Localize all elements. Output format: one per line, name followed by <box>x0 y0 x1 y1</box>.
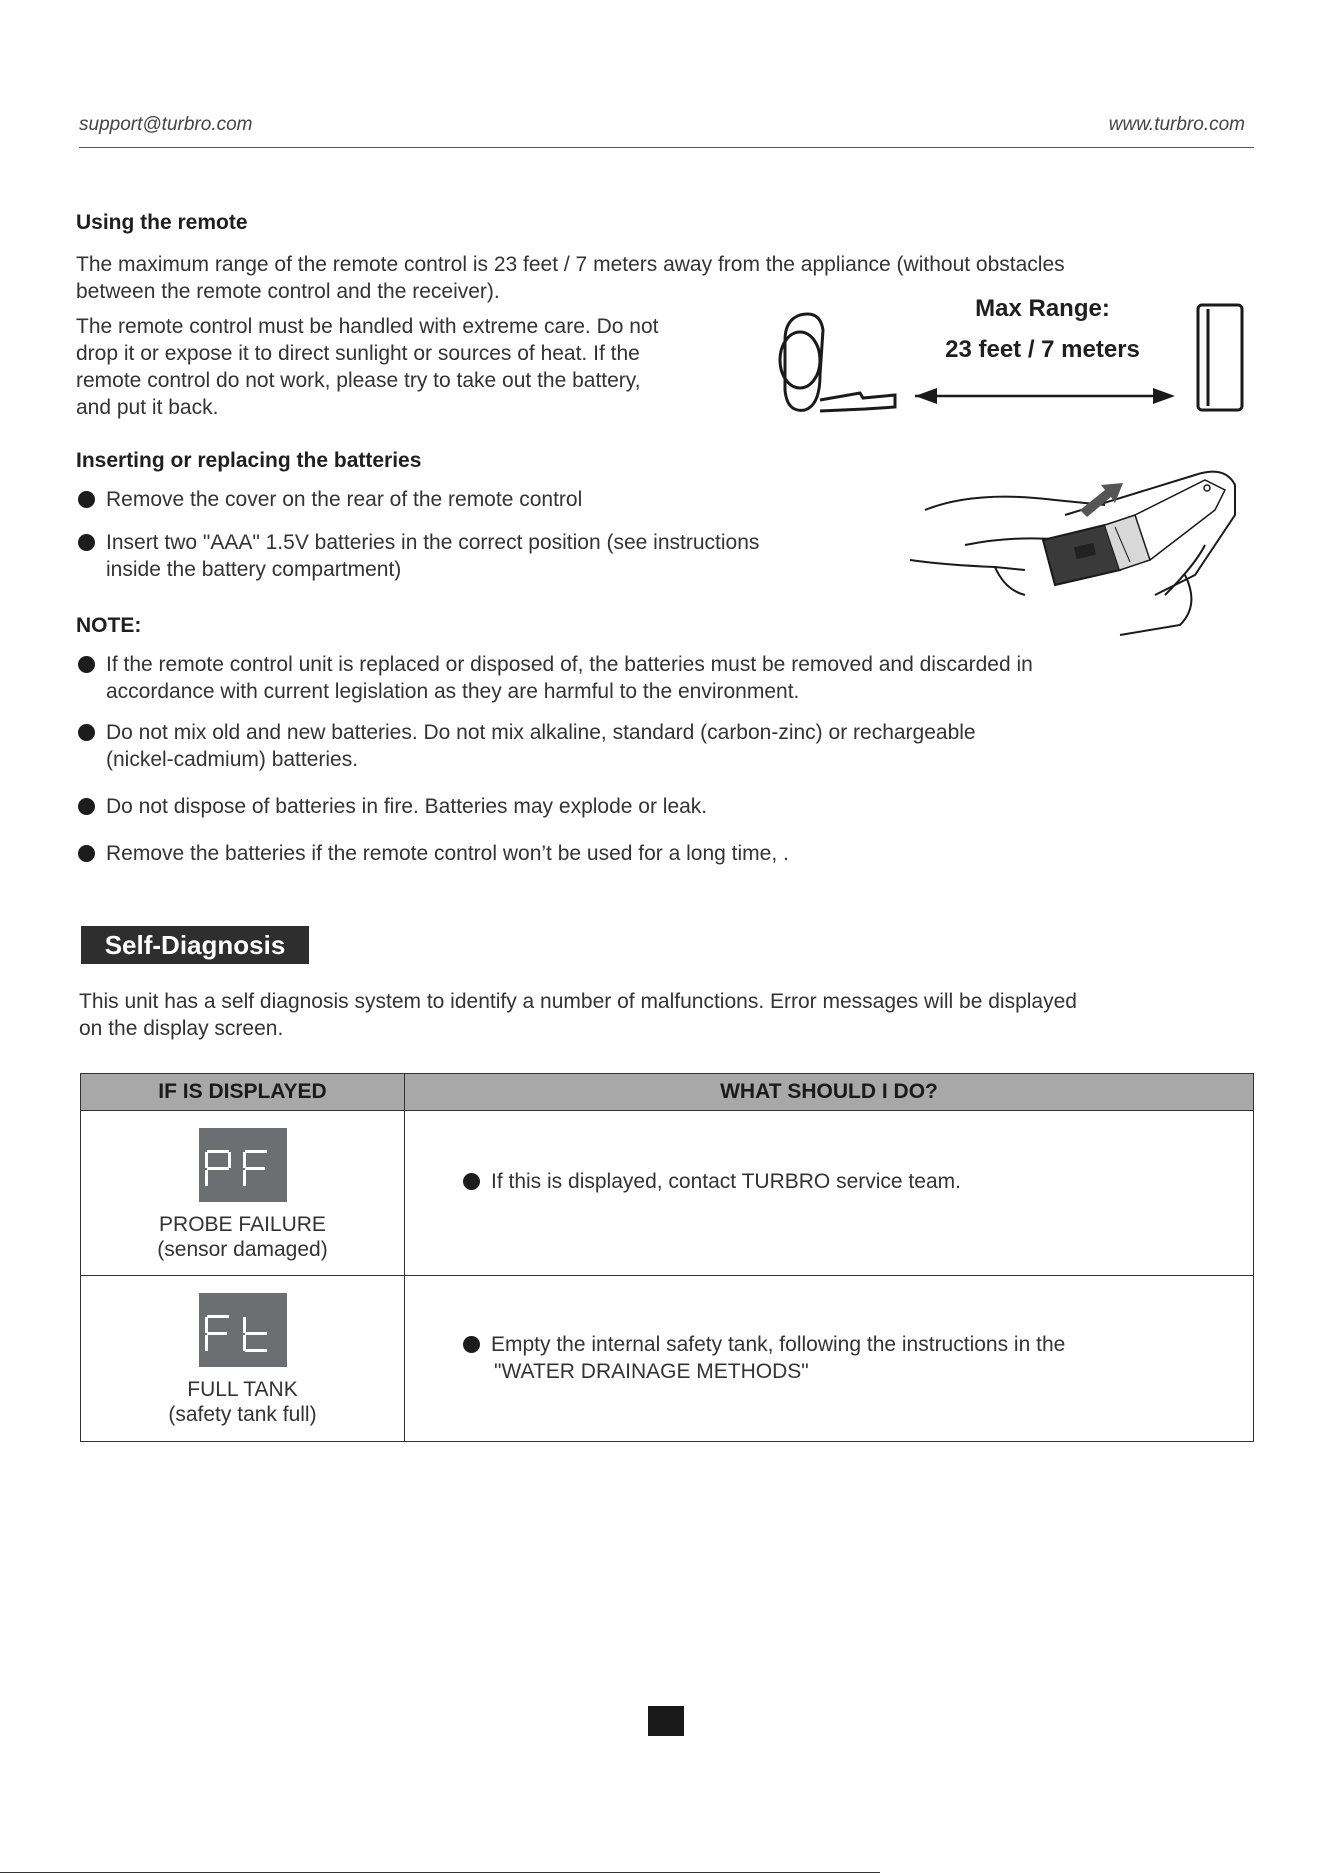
error-code-display-pf <box>199 1128 287 1202</box>
intro-line: This unit has a self diagnosis system to identify a number of malfunctions. Error messages will be displayed <box>79 990 1077 1013</box>
remote-range-line-2: between the remote control and the receiver). <box>76 280 500 303</box>
range-arrow-icon <box>915 388 1175 404</box>
note-text: Remove the batteries if the remote control won’t be used for a long time, . <box>106 842 789 865</box>
battery-insertion-illustration <box>905 455 1245 640</box>
table-row <box>81 1111 1254 1276</box>
receiver-unit-icon <box>1198 305 1242 410</box>
action-text: "WATER DRAINAGE METHODS" <box>494 1360 809 1383</box>
bullet-icon <box>463 1173 480 1190</box>
bullet-icon <box>78 656 95 673</box>
note-item <box>78 719 976 773</box>
bullet-icon <box>78 798 95 815</box>
bullet-icon <box>78 724 95 741</box>
remote-care-line: The remote control must be handled with extreme care. Do not <box>76 315 659 338</box>
self-diagnosis-title: Self-Diagnosis <box>81 926 309 964</box>
remote-care-line: and put it back. <box>76 396 219 419</box>
action-text: Empty the internal safety tank, following the instructions in the <box>491 1333 1066 1356</box>
note-item <box>78 793 707 820</box>
error-name: PROBE FAILURE <box>159 1213 326 1236</box>
remote-range-line-1: The maximum range of the remote control is 23 feet / 7 meters away from the appliance (without obstacles <box>76 253 1065 276</box>
note-text: If the remote control unit is replaced or disposed of, the batteries must be removed and discarded in <box>106 653 1033 676</box>
bullet-icon <box>78 491 95 508</box>
action-text: If this is displayed, contact TURBRO service team. <box>491 1170 961 1193</box>
note-text: (nickel-cadmium) batteries. <box>106 748 359 771</box>
note-item <box>78 651 1033 705</box>
bullet-icon <box>463 1336 480 1353</box>
remote-care-line: drop it or expose it to direct sunlight or sources of heat. If the <box>76 342 640 365</box>
battery-step-text: Insert two "AAA" 1.5V batteries in the correct position (see instructions <box>106 531 760 554</box>
remote-care-line: remote control do not work, please try to take out the battery, <box>76 369 641 392</box>
column-header-display: IF IS DISPLAYED <box>81 1074 405 1111</box>
note-text: Do not mix old and new batteries. Do not mix alkaline, standard (carbon-zinc) or rechargeable <box>106 721 976 744</box>
header-email: support@turbro.com <box>79 114 253 135</box>
bullet-icon <box>78 534 95 551</box>
header-rule <box>79 147 1254 148</box>
battery-step-item <box>78 529 759 583</box>
note-heading: NOTE: <box>76 614 142 637</box>
batteries-heading: Inserting or replacing the batteries <box>76 449 422 472</box>
max-range-label: Max Range: <box>975 295 1110 322</box>
page-number-box <box>648 1706 684 1736</box>
table-header-row <box>81 1074 1254 1111</box>
error-code-display-ft <box>199 1293 287 1367</box>
error-detail: (safety tank full) <box>168 1403 317 1426</box>
table-row <box>81 1276 1254 1442</box>
self-diagnosis-intro <box>79 988 1259 1042</box>
action-item <box>463 1331 1065 1385</box>
column-header-action: WHAT SHOULD I DO? <box>405 1074 1254 1111</box>
battery-step-text: Remove the cover on the rear of the remote control <box>106 488 583 511</box>
remote-heading: Using the remote <box>76 211 248 234</box>
battery-step-item <box>78 486 582 513</box>
battery-cover-icon <box>1043 515 1150 585</box>
error-name: FULL TANK <box>187 1378 298 1401</box>
remote-body-icon <box>1135 480 1225 560</box>
error-detail: (sensor damaged) <box>157 1238 328 1261</box>
action-cell <box>405 1276 1254 1442</box>
diagnosis-table <box>80 1073 1254 1442</box>
bullet-icon <box>78 845 95 862</box>
action-item <box>463 1168 961 1195</box>
display-cell <box>81 1276 405 1442</box>
action-cell <box>405 1111 1254 1276</box>
display-cell <box>81 1111 405 1276</box>
max-range-value: 23 feet / 7 meters <box>945 336 1140 363</box>
battery-step-text: inside the battery compartment) <box>106 558 402 581</box>
remote-care-paragraph <box>76 313 766 421</box>
header-website: www.turbro.com <box>1108 114 1245 135</box>
note-text: accordance with current legislation as they are harmful to the environment. <box>106 680 800 703</box>
hand-holding-remote-icon <box>780 314 895 411</box>
intro-line: on the display screen. <box>79 1017 284 1040</box>
note-text: Do not dispose of batteries in fire. Batteries may explode or leak. <box>106 795 708 818</box>
note-item <box>78 840 789 867</box>
